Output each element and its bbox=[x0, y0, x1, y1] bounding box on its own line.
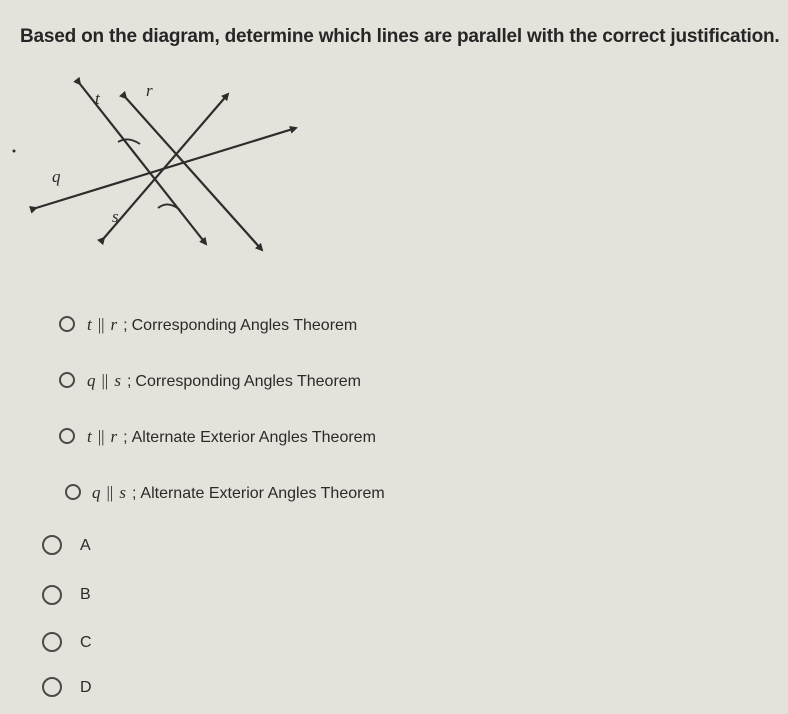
dot-mark bbox=[13, 150, 16, 153]
label-q: q bbox=[52, 167, 61, 186]
angle-mark-upper bbox=[118, 139, 140, 144]
line-q bbox=[36, 128, 296, 208]
choice-radio-1[interactable] bbox=[59, 316, 75, 332]
question-text: Based on the diagram, determine which lines are parallel with the correct justification. bbox=[20, 26, 780, 47]
choice-text-4: q || s ; Alternate Exterior Angles Theorem bbox=[92, 483, 385, 502]
answer-radio-c[interactable] bbox=[42, 632, 62, 652]
label-r: r bbox=[146, 81, 153, 100]
line-s bbox=[104, 94, 228, 238]
choice-text-3: t || r ; Alternate Exterior Angles Theorem bbox=[87, 427, 376, 446]
parallel-lines-diagram bbox=[0, 0, 300, 270]
choice-radio-3[interactable] bbox=[59, 428, 75, 444]
answer-radio-a[interactable] bbox=[42, 535, 62, 555]
choice-radio-2[interactable] bbox=[59, 372, 75, 388]
choice-radio-4[interactable] bbox=[65, 484, 81, 500]
label-t: t bbox=[95, 89, 100, 108]
answer-radio-d[interactable] bbox=[42, 677, 62, 697]
answer-label-d[interactable]: D bbox=[80, 679, 92, 696]
answer-radio-b[interactable] bbox=[42, 585, 62, 605]
answer-label-c[interactable]: C bbox=[80, 634, 92, 651]
answer-label-a[interactable]: A bbox=[80, 537, 91, 554]
line-t bbox=[80, 84, 206, 244]
choice-text-2: q || s ; Corresponding Angles Theorem bbox=[87, 371, 362, 390]
label-s: s bbox=[112, 207, 119, 226]
choice-text-1: t || r ; Corresponding Angles Theorem bbox=[87, 315, 358, 334]
answer-label-b[interactable]: B bbox=[80, 586, 91, 603]
